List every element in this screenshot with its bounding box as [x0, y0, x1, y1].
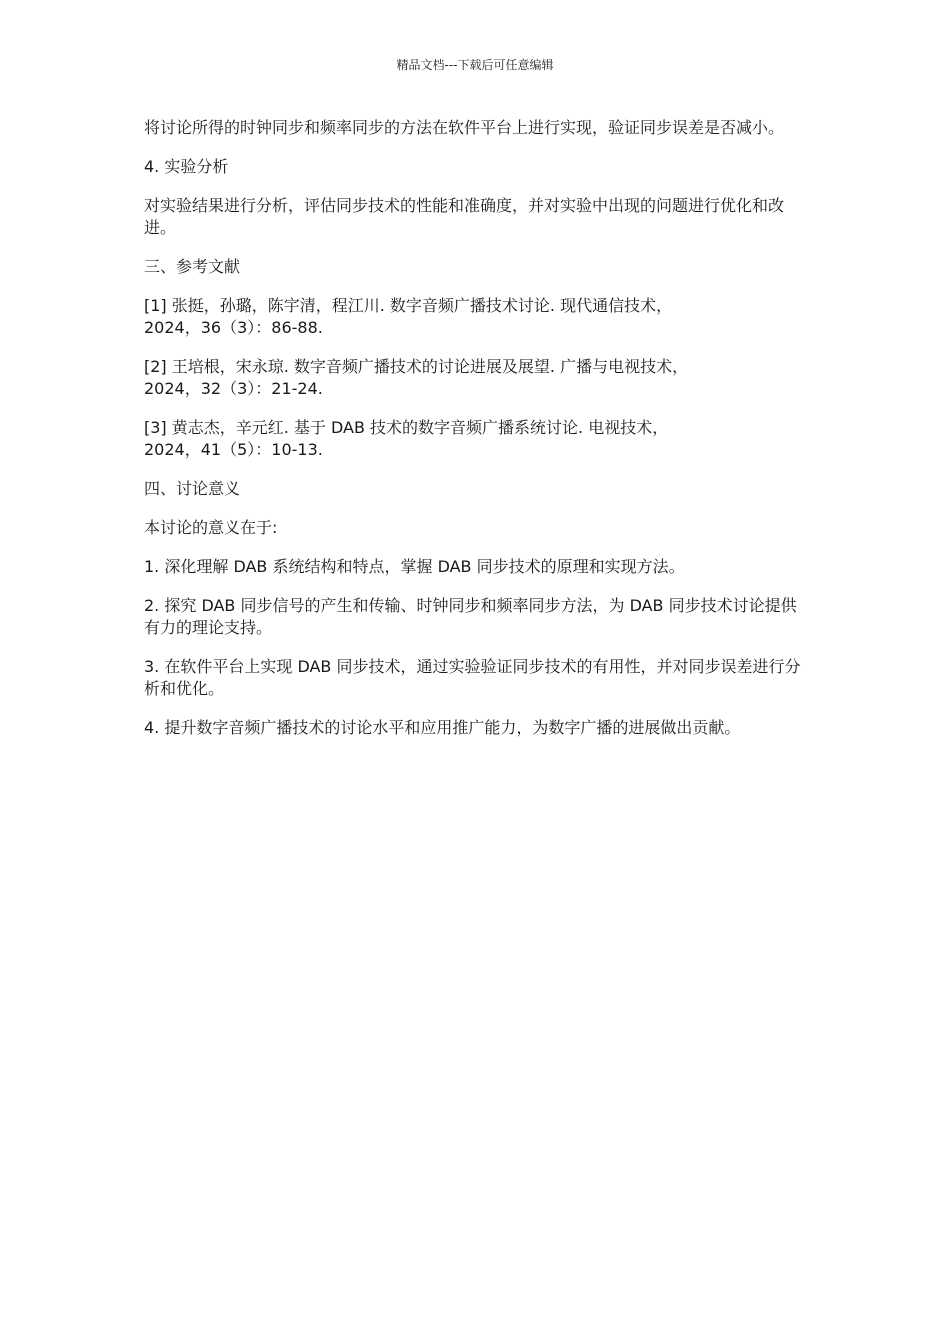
significance-item: 3. 在软件平台上实现 DAB 同步技术，通过实验验证同步技术的有用性，并对同步误差进行分析和优化。	[144, 657, 801, 698]
section-heading-significance: 四、讨论意义	[144, 479, 241, 498]
paragraph-significance-intro: 本讨论的意义在于:	[144, 518, 278, 537]
reference-line: 2024，41（5）：10-13.	[144, 440, 323, 459]
reference-line: [3] 黄志杰，辛元红. 基于 DAB 技术的数字音频广播系统讨论. 电视技术，	[144, 418, 669, 437]
significance-item: 2. 探究 DAB 同步信号的产生和传输、时钟同步和频率同步方法，为 DAB 同步技术讨论提供有力的理论支持。	[144, 596, 797, 637]
reference-line: [1] 张挺，孙璐，陈宇清，程江川. 数字音频广播技术讨论. 现代通信技术，	[144, 296, 673, 315]
significance-item: 4. 提升数字音频广播技术的讨论水平和应用推广能力，为数字广播的进展做出贡献。	[144, 718, 741, 737]
significance-item: 1. 深化理解 DAB 系统结构和特点，掌握 DAB 同步技术的原理和实现方法。	[144, 557, 685, 576]
reference-line: 2024，36（3）：86-88.	[144, 318, 323, 337]
document-body	[144, 117, 806, 756]
reference-line: 2024，32（3）：21-24.	[144, 379, 323, 398]
reference-item	[144, 356, 806, 400]
section-heading-experiment-analysis: 4. 实验分析	[144, 157, 229, 176]
reference-item	[144, 295, 806, 339]
section-heading-references: 三、参考文献	[144, 257, 241, 276]
paragraph-analysis: 对实验结果进行分析，评估同步技术的性能和准确度，并对实验中出现的问题进行优化和改进。	[144, 196, 785, 237]
page-header: 精品文档---下载后可任意编辑	[396, 58, 554, 72]
reference-line: [2] 王培根，宋永琼. 数字音频广播技术的讨论进展及展望. 广播与电视技术，	[144, 357, 689, 376]
paragraph-implementation: 将讨论所得的时钟同步和频率同步的方法在软件平台上进行实现，验证同步误差是否减小。	[144, 118, 785, 137]
reference-item	[144, 417, 806, 461]
